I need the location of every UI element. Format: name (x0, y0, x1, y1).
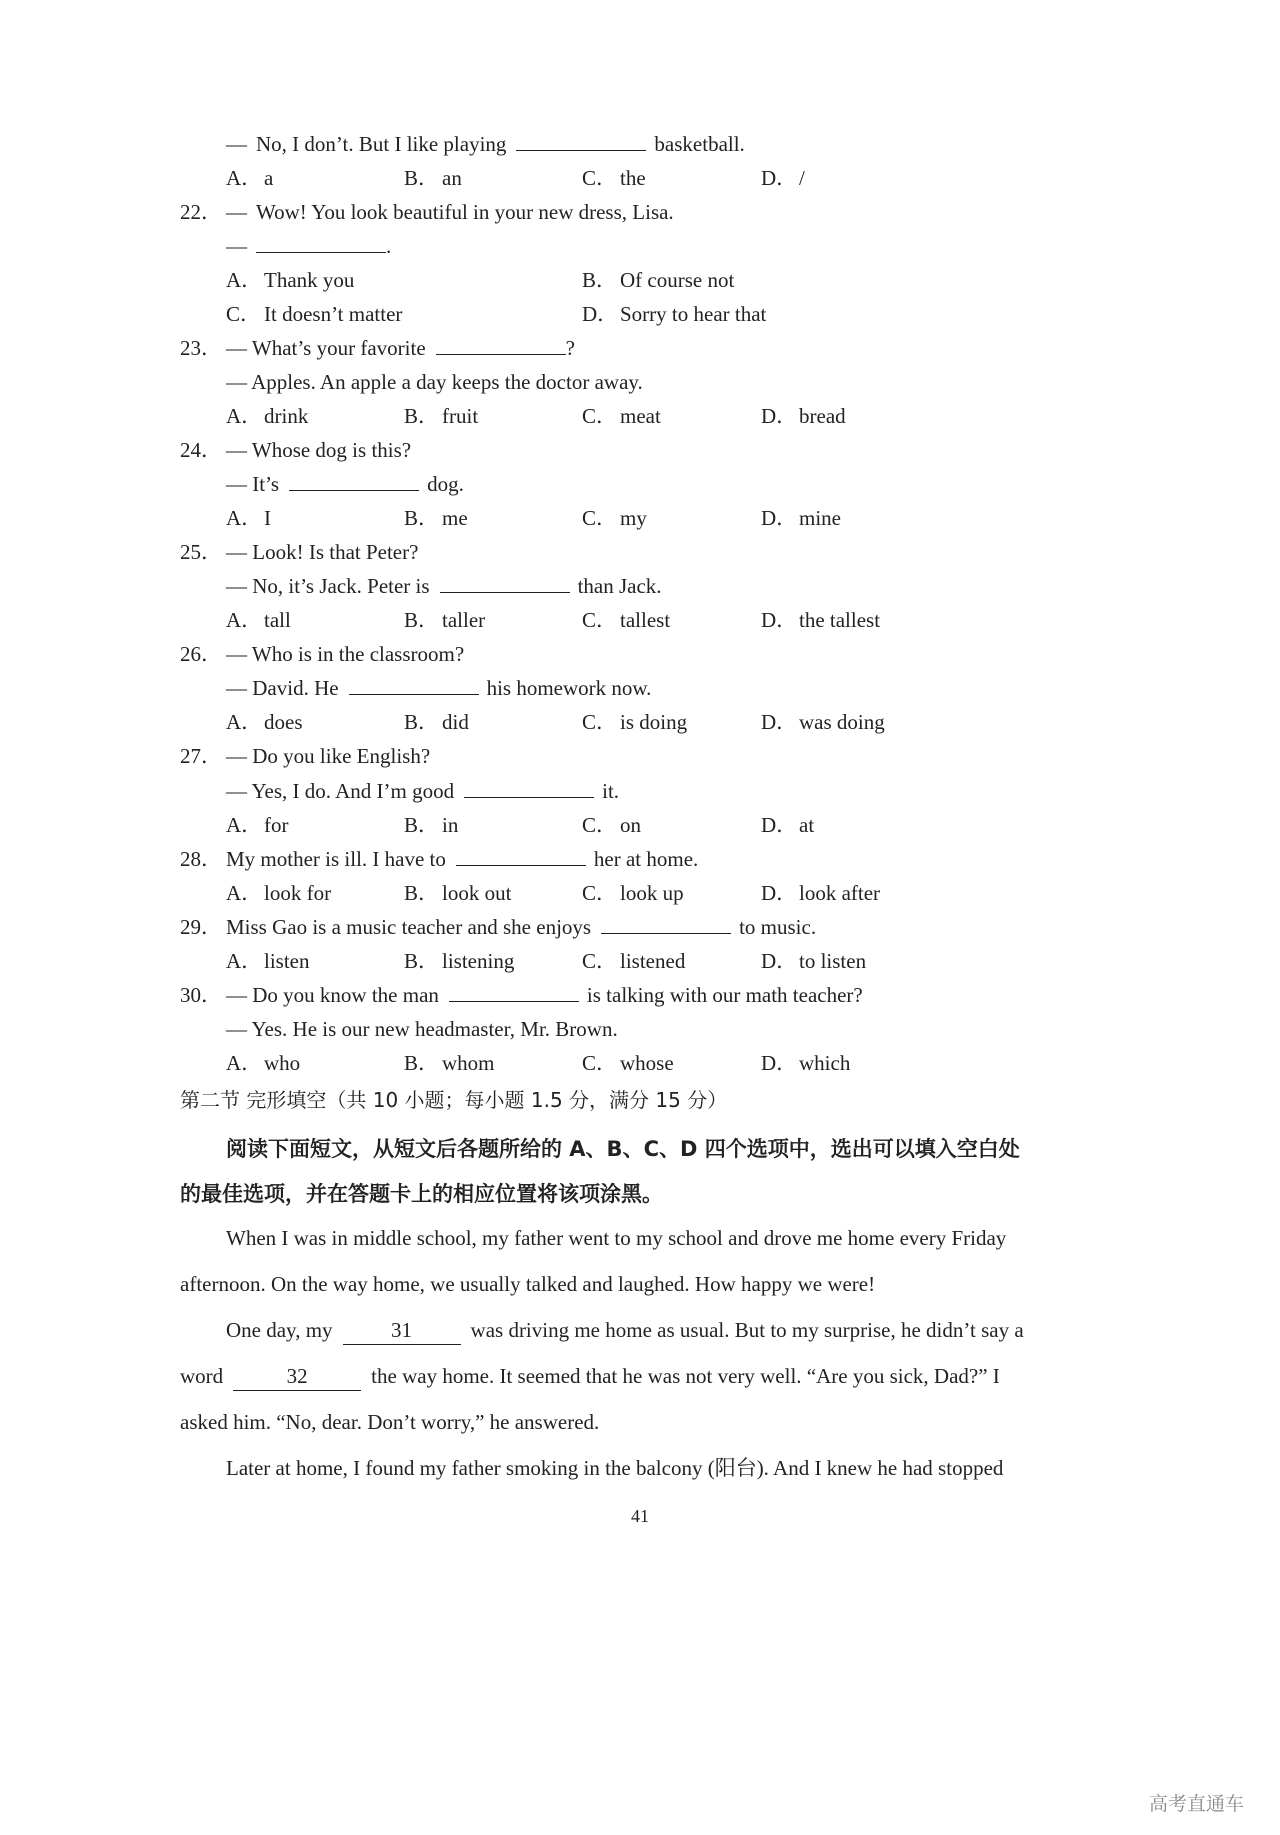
option-letter: A． (226, 949, 263, 973)
option-a (226, 504, 271, 532)
answer-blank (440, 574, 570, 593)
option-letter: B． (404, 506, 440, 530)
option-text: is doing (620, 710, 688, 734)
answer-text: — Yes. He is our new headmaster, Mr. Brown. (226, 1017, 618, 1041)
option-d (761, 811, 814, 839)
option-text: tall (264, 608, 291, 632)
option-letter: D． (761, 506, 798, 530)
answer-blank (289, 472, 419, 491)
option-letter: B． (404, 710, 440, 734)
question-stem-post: ? (565, 336, 575, 360)
instruction-line-1: 阅读下面短文，从短文后各题所给的 A、B、C、D 四个选项中，选出可以填入空白处 (226, 1137, 1020, 1161)
option-letter: B． (404, 166, 440, 190)
option-letter: C． (582, 166, 618, 190)
option-text: drink (264, 404, 309, 428)
section-heading: 第二节 完形填空（共 10 小题；每小题 1.5 分，满分 15 分） (180, 1088, 728, 1112)
option-text: mine (799, 506, 841, 530)
option-b (404, 164, 462, 192)
option-c (582, 811, 641, 839)
option-letter: B． (404, 1051, 440, 1075)
option-letter: C． (582, 506, 618, 530)
option-text: me (442, 506, 468, 530)
option-text: look after (799, 881, 881, 905)
option-text: / (799, 166, 805, 190)
question-stem-post: to music. (739, 915, 817, 939)
option-letter: D． (761, 166, 798, 190)
blank-31: 31 (343, 1316, 461, 1345)
answer-text-post: it. (602, 779, 620, 803)
answer-text: — Apples. An apple a day keeps the doctor away. (226, 370, 643, 394)
question-number: 29． (180, 915, 222, 939)
question-21-answer-line (226, 130, 745, 158)
option-text: look for (264, 881, 332, 905)
answer-text: — It’s (226, 472, 280, 496)
question-stem-post: is talking with our math teacher? (586, 983, 863, 1007)
option-text: who (264, 1051, 301, 1075)
option-text: the (620, 166, 646, 190)
passage-p1-line-2: afternoon. On the way home, we usually talked and laughed. How happy we were! (180, 1272, 876, 1296)
option-letter: C． (226, 302, 262, 326)
option-letter: A． (226, 166, 263, 190)
option-text: bread (799, 404, 846, 428)
question-28 (180, 845, 698, 873)
option-text: Thank you (264, 268, 355, 292)
option-letter: C． (582, 1051, 618, 1075)
question-26 (180, 640, 464, 668)
answer-text-post: his homework now. (486, 676, 652, 700)
option-b (582, 266, 734, 294)
option-letter: A． (226, 506, 263, 530)
option-c (582, 606, 670, 634)
option-b (404, 811, 458, 839)
option-text: at (799, 813, 815, 837)
passage-text: the way home. It seemed that he was not very well. “Are you sick, Dad?” I (371, 1364, 1000, 1388)
option-letter: B． (404, 404, 440, 428)
page-number: 41 (631, 1506, 649, 1526)
option-text: a (264, 166, 274, 190)
option-text: was doing (799, 710, 885, 734)
passage-p2-line-3: asked him. “No, dear. Don’t worry,” he answered. (180, 1410, 600, 1434)
answer-blank (449, 983, 579, 1002)
answer-text-post: dog. (427, 472, 464, 496)
answer-blank (456, 847, 586, 866)
option-letter: C． (582, 404, 618, 428)
option-text: in (442, 813, 459, 837)
option-letter: A． (226, 404, 263, 428)
option-text: listened (620, 949, 686, 973)
question-stem: — Who is in the classroom? (226, 642, 465, 666)
option-d (761, 879, 880, 907)
question-number: 30． (180, 983, 222, 1007)
option-a (226, 879, 331, 907)
option-d (761, 504, 841, 532)
option-b (404, 402, 478, 430)
option-letter: B． (404, 949, 440, 973)
option-c (582, 1049, 674, 1077)
option-a (226, 402, 308, 430)
option-b (404, 504, 468, 532)
option-text: taller (442, 608, 486, 632)
question-27-answer-line (226, 777, 619, 805)
answer-text-post: than Jack. (577, 574, 662, 598)
option-text: for (264, 813, 289, 837)
option-text: fruit (442, 404, 479, 428)
question-stem: Miss Gao is a music teacher and she enjoys (226, 915, 592, 939)
option-text: on (620, 813, 641, 837)
question-number: 27． (180, 744, 222, 768)
option-a (226, 606, 291, 634)
option-text: which (799, 1051, 851, 1075)
dash: — (226, 132, 247, 156)
period: . (386, 234, 392, 258)
option-letter: D． (761, 881, 798, 905)
option-text: Sorry to hear that (620, 302, 767, 326)
option-b (404, 606, 485, 634)
dash: — (226, 200, 247, 224)
option-text: whom (442, 1051, 495, 1075)
question-25 (180, 538, 418, 566)
option-text: look out (442, 881, 512, 905)
question-number: 25． (180, 540, 222, 564)
option-text: to listen (799, 949, 867, 973)
question-stem: — Whose dog is this? (226, 438, 412, 462)
option-letter: D． (761, 608, 798, 632)
question-number: 22． (180, 200, 222, 224)
option-letter: C． (582, 608, 618, 632)
question-stem: My mother is ill. I have to (226, 847, 446, 871)
passage-p1-line-1: When I was in middle school, my father went to my school and drove me home every Friday (226, 1226, 1007, 1250)
option-a (226, 164, 273, 192)
option-text: Of course not (620, 268, 735, 292)
option-letter: A． (226, 881, 263, 905)
question-24-answer-line (226, 470, 464, 498)
option-c (226, 300, 402, 328)
question-22-answer-line (226, 232, 391, 260)
option-d (761, 1049, 850, 1077)
question-23 (180, 334, 575, 362)
option-letter: C． (582, 949, 618, 973)
option-letter: C． (582, 710, 618, 734)
option-d (761, 164, 805, 192)
option-a (226, 708, 303, 736)
option-a (226, 1049, 300, 1077)
answer-blank (436, 336, 566, 355)
question-30-answer-line (226, 1015, 618, 1043)
option-text: my (620, 506, 647, 530)
question-29 (180, 913, 816, 941)
option-c (582, 164, 646, 192)
question-25-answer-line (226, 572, 662, 600)
answer-blank (464, 779, 594, 798)
option-letter: D． (761, 404, 798, 428)
option-c (582, 708, 687, 736)
option-text: does (264, 710, 303, 734)
question-stem-post: her at home. (593, 847, 699, 871)
option-text: look up (620, 881, 684, 905)
option-c (582, 402, 661, 430)
option-letter: D． (761, 813, 798, 837)
option-c (582, 879, 684, 907)
option-letter: A． (226, 710, 263, 734)
blank-32: 32 (233, 1362, 361, 1391)
option-text: listening (442, 949, 515, 973)
option-letter: B． (404, 608, 440, 632)
question-stem: — Look! Is that Peter? (226, 540, 419, 564)
answer-text: — No, it’s Jack. Peter is (226, 574, 430, 598)
question-stem: — Do you know the man (226, 983, 439, 1007)
passage-text: One day, my (226, 1318, 333, 1342)
question-30 (180, 981, 863, 1009)
passage-text: word (180, 1364, 224, 1388)
option-b (404, 1049, 495, 1077)
option-letter: D． (761, 949, 798, 973)
option-a (226, 947, 310, 975)
option-c (582, 947, 685, 975)
answer-text-post: basketball. (654, 132, 745, 156)
question-number: 23． (180, 336, 222, 360)
passage-p2-line-1 (226, 1316, 1024, 1345)
answer-blank (516, 132, 646, 151)
option-letter: B． (404, 813, 440, 837)
option-letter: A． (226, 1051, 263, 1075)
option-d (761, 402, 846, 430)
answer-text: — Yes, I do. And I’m good (226, 779, 455, 803)
option-letter: C． (582, 881, 618, 905)
option-text: It doesn’t matter (264, 302, 403, 326)
question-23-answer-line (226, 368, 643, 396)
passage-p2-line-2 (180, 1362, 1000, 1391)
option-text: did (442, 710, 469, 734)
answer-blank (601, 915, 731, 934)
option-text: the tallest (799, 608, 881, 632)
passage-text: was driving me home as usual. But to my surprise, he didn’t say a (470, 1318, 1024, 1342)
answer-blank (349, 676, 479, 695)
question-number: 24． (180, 438, 222, 462)
option-c (582, 504, 647, 532)
answer-blank (256, 234, 386, 253)
option-d (582, 300, 766, 328)
watermark-logo-text: 高考直通车 (1148, 1793, 1244, 1815)
answer-text: No, I don’t. But I like playing (256, 132, 507, 156)
option-text: tallest (620, 608, 671, 632)
question-stem: — What’s your favorite (226, 336, 426, 360)
question-stem: — Do you like English? (226, 744, 431, 768)
question-24 (180, 436, 411, 464)
option-text: listen (264, 949, 310, 973)
option-d (761, 606, 880, 634)
passage-p3-line-1: Later at home, I found my father smoking in the balcony (阳台). And I knew he had stopped (226, 1456, 1004, 1480)
question-stem: Wow! You look beautiful in your new dress, Lisa. (256, 200, 674, 224)
option-letter: D． (761, 1051, 798, 1075)
option-b (404, 879, 511, 907)
option-letter: B． (582, 268, 618, 292)
question-26-answer-line (226, 674, 651, 702)
option-letter: D． (582, 302, 619, 326)
option-d (761, 708, 885, 736)
option-d (761, 947, 866, 975)
option-letter: A． (226, 813, 263, 837)
question-number: 26． (180, 642, 222, 666)
option-text: an (442, 166, 462, 190)
option-letter: B． (404, 881, 440, 905)
option-letter: A． (226, 268, 263, 292)
instruction-line-2: 的最佳选项，并在答题卡上的相应位置将该项涂黑。 (180, 1182, 663, 1206)
option-text: whose (620, 1051, 674, 1075)
answer-text: — David. He (226, 676, 339, 700)
question-number: 28． (180, 847, 222, 871)
option-a (226, 266, 354, 294)
option-letter: C． (582, 813, 618, 837)
option-text: I (264, 506, 271, 530)
dash: — (226, 234, 247, 258)
option-letter: A． (226, 608, 263, 632)
option-a (226, 811, 289, 839)
option-b (404, 708, 469, 736)
option-b (404, 947, 514, 975)
question-22 (180, 198, 674, 226)
option-text: meat (620, 404, 661, 428)
option-letter: D． (761, 710, 798, 734)
question-27 (180, 742, 430, 770)
